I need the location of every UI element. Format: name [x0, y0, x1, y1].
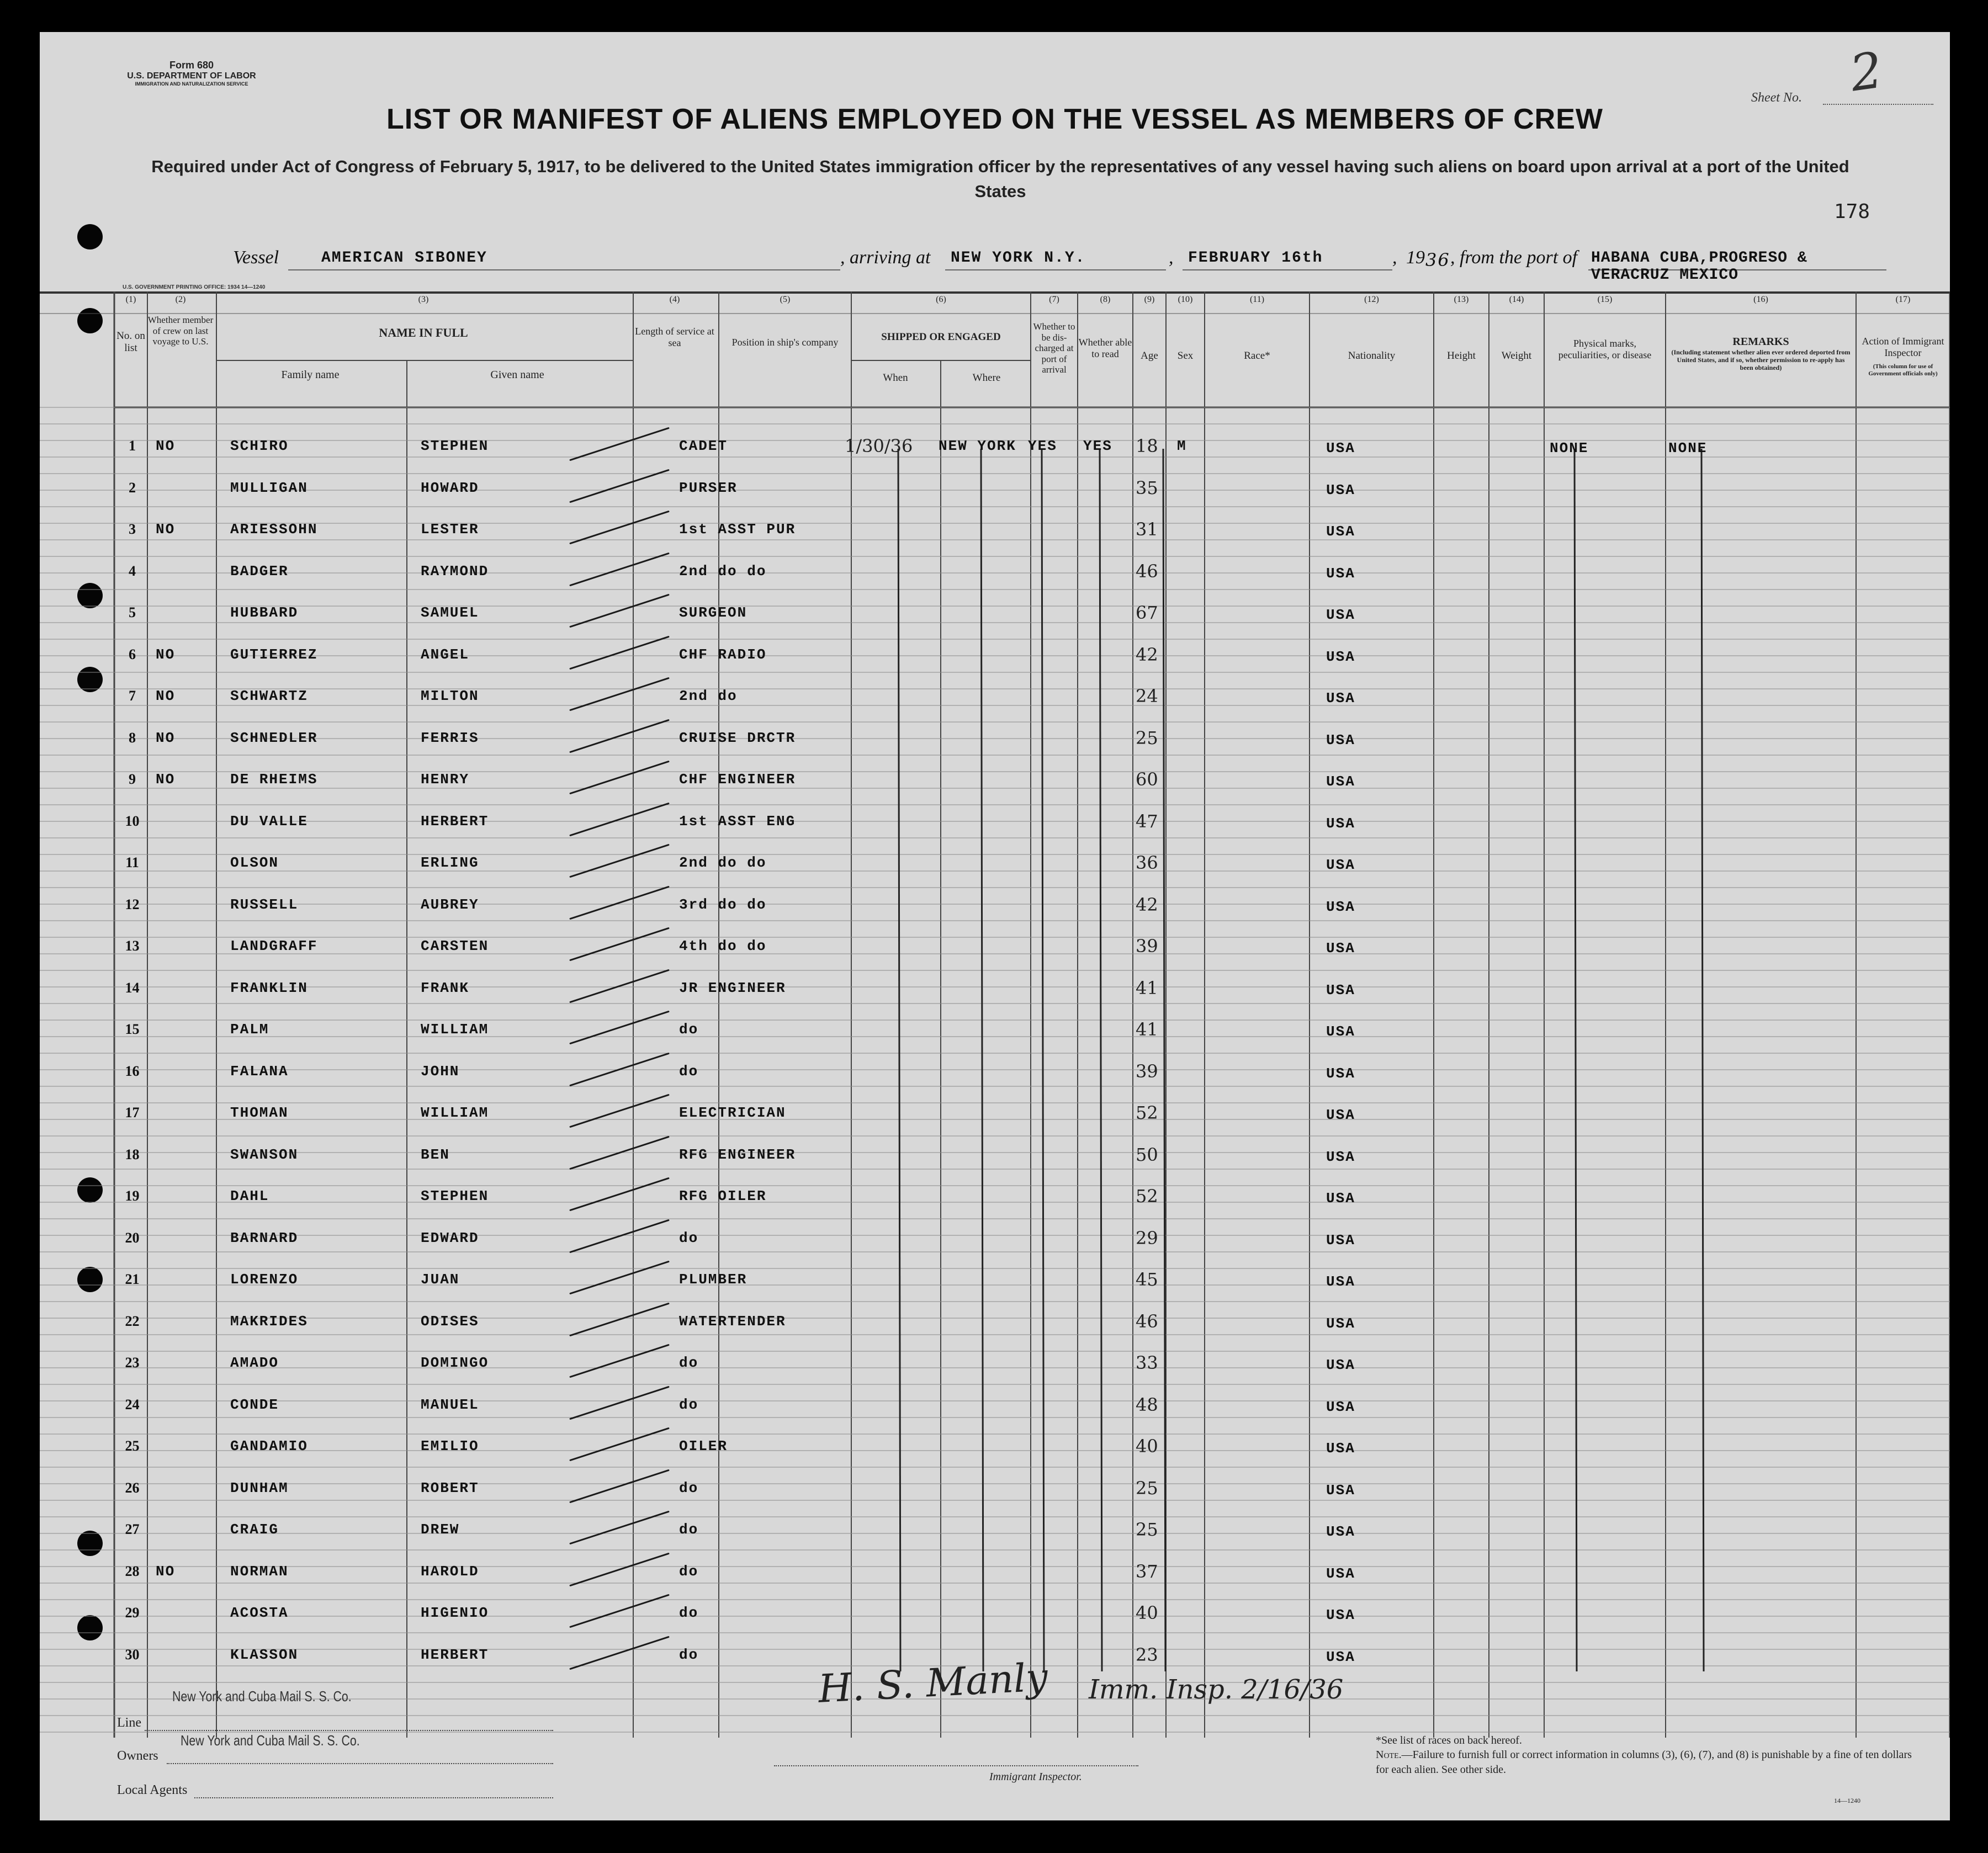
row-number: 1	[129, 438, 136, 454]
position-cell: do	[679, 1563, 699, 1580]
last-voyage-cell: NO	[156, 688, 176, 704]
arrival-year: 36	[1425, 249, 1450, 270]
family-name-cell: SCHNEDLER	[230, 729, 318, 746]
given-name-cell: FERRIS	[421, 729, 479, 746]
family-name-cell: THOMAN	[230, 1105, 289, 1121]
row-number: 4	[129, 562, 136, 579]
family-name-cell: HUBBARD	[230, 604, 299, 621]
row-number: 5	[129, 604, 136, 620]
col-number-8: (8)	[1100, 295, 1111, 304]
position-cell: do	[679, 1355, 699, 1371]
age-cell: 52	[1136, 1186, 1158, 1207]
header-shipped-engaged: SHIPPED OR ENGAGED	[881, 331, 1001, 343]
position-cell: 3rd do do	[679, 896, 767, 913]
departure-port: HABANA CUBA,PROGRESO & VERACRUZ MEXICO	[1591, 249, 1807, 284]
family-name-cell: GANDAMIO	[230, 1438, 308, 1454]
row-number: 7	[129, 688, 136, 704]
row-number: 28	[125, 1563, 140, 1579]
position-cell: 2nd do do	[679, 562, 767, 580]
given-name-cell: RAYMOND	[421, 562, 489, 580]
col-number-10: (10)	[1178, 295, 1193, 304]
family-name-cell: DAHL	[230, 1188, 269, 1204]
header-when: When	[883, 372, 908, 384]
age-cell: 31	[1136, 519, 1158, 540]
col-number-14: (14)	[1509, 295, 1524, 304]
col-number-15: (15)	[1597, 295, 1613, 304]
nationality-cell: USA	[1326, 815, 1355, 832]
where-cell: NEW YORK	[939, 438, 1016, 454]
last-voyage-cell: NO	[156, 1563, 176, 1580]
position-cell: RFG OILER	[679, 1188, 767, 1204]
nationality-cell: USA	[1326, 565, 1355, 582]
nationality-cell: USA	[1326, 1648, 1355, 1665]
given-name-cell: EMILIO	[421, 1438, 479, 1454]
position-cell: do	[679, 1229, 699, 1246]
nationality-cell: USA	[1326, 1231, 1355, 1249]
age-cell: 25	[1136, 727, 1158, 748]
given-name-cell: HERBERT	[421, 1646, 489, 1663]
inspector-line	[774, 1765, 1138, 1766]
age-cell: 48	[1136, 1394, 1158, 1415]
nationality-cell: USA	[1326, 648, 1355, 665]
given-name-cell: MANUEL	[421, 1396, 479, 1413]
header-physical-marks: Physical marks, peculiarities, or disease	[1558, 338, 1652, 360]
header-inspector-action: Action of Immigrant Inspector	[1862, 336, 1944, 358]
signature-note: Imm. Insp. 2/16/36	[1089, 1674, 1344, 1705]
row-number: 3	[129, 521, 136, 537]
header-remarks: REMARKS	[1732, 336, 1789, 348]
position-cell: PLUMBER	[679, 1271, 748, 1288]
nationality-cell: USA	[1326, 1398, 1355, 1415]
position-cell: do	[679, 1605, 699, 1621]
family-name-cell: BARNARD	[230, 1229, 299, 1246]
family-name-cell: CONDE	[230, 1396, 279, 1413]
family-name-cell: MULLIGAN	[230, 479, 308, 496]
agents-label: Local Agents	[117, 1783, 188, 1797]
position-cell: OILER	[679, 1438, 728, 1454]
row-number: 19	[125, 1188, 140, 1204]
age-cell: 40	[1136, 1602, 1158, 1623]
row-number: 22	[125, 1313, 140, 1329]
family-name-cell: FALANA	[230, 1063, 289, 1080]
nationality-cell: USA	[1326, 981, 1355, 999]
given-name-cell: CARSTEN	[421, 938, 489, 954]
row-number: 29	[125, 1605, 140, 1621]
inspector-signature: H. S. Manly	[817, 1654, 1049, 1712]
punch-hole	[77, 224, 103, 249]
nationality-cell: USA	[1326, 607, 1355, 623]
given-name-cell: JUAN	[421, 1271, 460, 1288]
row-number: 18	[125, 1146, 140, 1162]
given-name-cell: ANGEL	[421, 646, 470, 663]
row-number: 6	[129, 646, 136, 662]
position-cell: 1st ASST ENG	[679, 813, 796, 830]
sex-cell: M	[1177, 438, 1187, 454]
age-cell: 52	[1136, 1102, 1158, 1123]
position-cell: JR ENGINEER	[679, 979, 786, 996]
family-name-cell: PALM	[230, 1021, 269, 1038]
page-subtitle: Required under Act of Congress of February 5, 1917, to be delivered to the United States immigration officer by the representatives of any vessel having such aliens on board upon arrival at a port of the United States	[151, 157, 1849, 201]
header-position: Position in ship's company	[731, 337, 839, 348]
family-name-cell: LANDGRAFF	[230, 938, 318, 954]
family-name-cell: SWANSON	[230, 1146, 299, 1163]
family-name-cell: DU VALLE	[230, 813, 308, 830]
position-cell: CHF RADIO	[679, 646, 767, 663]
last-voyage-cell: NO	[156, 438, 176, 454]
age-cell: 60	[1136, 769, 1158, 790]
gpo-imprint: U.S. GOVERNMENT PRINTING OFFICE: 1934 14—1240	[123, 284, 266, 290]
nationality-cell: USA	[1326, 731, 1355, 748]
last-voyage-cell: NO	[156, 729, 176, 746]
nationality-cell: USA	[1326, 1357, 1355, 1373]
row-number: 11	[125, 854, 139, 870]
col-number-3: (3)	[418, 295, 429, 304]
row-number: 25	[125, 1438, 140, 1454]
position-cell: SURGEON	[679, 604, 748, 621]
position-cell: do	[679, 1021, 699, 1038]
given-name-cell: AUBREY	[421, 896, 479, 913]
col-number-11: (11)	[1249, 295, 1265, 304]
row-number: 13	[125, 938, 140, 954]
col-number-4: (4)	[669, 295, 680, 304]
row-number: 10	[125, 813, 140, 829]
header-discharged: Whether to be dis-charged at port of arrival	[1033, 321, 1075, 375]
nationality-cell: USA	[1326, 1190, 1355, 1207]
given-name-cell: WILLIAM	[421, 1021, 489, 1038]
age-cell: 23	[1136, 1644, 1158, 1665]
arrival-date: FEBRUARY 16th	[1188, 249, 1323, 267]
row-number: 30	[125, 1646, 140, 1663]
vessel-name: AMERICAN SIBONEY	[321, 249, 487, 267]
family-name-cell: RUSSELL	[230, 896, 299, 913]
header-inspector-note: (This column for use of Government officials only)	[1868, 363, 1938, 377]
position-cell: ELECTRICIAN	[679, 1105, 786, 1121]
age-cell: 41	[1136, 1019, 1158, 1040]
row-number: 21	[125, 1271, 140, 1287]
able-to-read-cell: YES	[1083, 438, 1112, 454]
discharged-cell: YES	[1028, 438, 1057, 454]
header-weight: Weight	[1501, 350, 1532, 362]
row-number: 2	[129, 479, 136, 496]
row-number: 8	[129, 729, 136, 746]
form-number: Form 680	[169, 60, 214, 71]
arriving-label: , arriving at	[840, 247, 931, 268]
position-cell: do	[679, 1521, 699, 1538]
family-name-cell: LORENZO	[230, 1271, 299, 1288]
given-name-cell: DOMINGO	[421, 1355, 489, 1371]
given-name-cell: HAROLD	[421, 1563, 479, 1580]
age-cell: 24	[1136, 686, 1158, 707]
given-name-cell: HERBERT	[421, 813, 489, 830]
given-name-cell: ERLING	[421, 854, 479, 871]
nationality-cell: USA	[1326, 690, 1355, 707]
header-name-in-full: NAME IN FULL	[379, 326, 468, 339]
header-nationality: Nationality	[1348, 350, 1396, 362]
row-number: 16	[125, 1063, 140, 1079]
position-cell: CRUISE DRCTR	[679, 729, 796, 746]
nationality-cell: USA	[1326, 440, 1355, 456]
nationality-cell: USA	[1326, 1148, 1355, 1165]
race-note: *See list of races on back hereof.	[1376, 1734, 1522, 1746]
family-name-cell: CRAIG	[230, 1521, 279, 1538]
position-cell: do	[679, 1479, 699, 1496]
form-code: 14—1240	[1834, 1797, 1860, 1804]
given-name-cell: SAMUEL	[421, 604, 479, 621]
header-race: Race*	[1244, 350, 1270, 362]
row-number: 20	[125, 1229, 140, 1246]
position-cell: 4th do do	[679, 938, 767, 954]
col-number-13: (13)	[1454, 295, 1469, 304]
nationality-cell: USA	[1326, 1523, 1355, 1540]
vessel-row: Vessel AMERICAN SIBONEY , arriving at NEW YORK N.Y. , FEBRUARY 16th , 19 36 , from the port of HABANA CUBA,PROGRESO & VERACRUZ MEXICO	[233, 247, 1889, 275]
inspector-label: Immigrant Inspector.	[989, 1771, 1082, 1783]
row-number: 26	[125, 1479, 140, 1496]
crew-table	[40, 291, 1950, 1738]
note-label: Note.	[1376, 1749, 1402, 1761]
age-cell: 45	[1136, 1269, 1158, 1290]
col-number-6: (6)	[936, 295, 946, 304]
col-number-1: (1)	[125, 295, 136, 304]
stamp-number: 178	[1834, 200, 1870, 223]
nationality-cell: USA	[1326, 481, 1355, 498]
col-number-9: (9)	[1144, 295, 1155, 304]
nationality-cell: USA	[1326, 1607, 1355, 1623]
row-number: 24	[125, 1396, 140, 1413]
header-age: Age	[1141, 350, 1158, 362]
nationality-cell: USA	[1326, 1273, 1355, 1290]
row-number: 17	[125, 1105, 140, 1121]
penalty-note	[1376, 1748, 1917, 1777]
family-name-cell: FRANKLIN	[230, 979, 308, 996]
note-text: —Failure to furnish full or correct information in columns (3), (6), (7), and (8) is punishable by a fine of ten dollars for each alien. See other side.	[1376, 1749, 1912, 1776]
age-cell: 50	[1136, 1144, 1158, 1165]
remarks-cell: NONE	[1668, 440, 1708, 456]
family-name-cell: GUTIERREZ	[230, 646, 318, 663]
age-cell: 46	[1136, 560, 1158, 582]
family-name-cell: ACOSTA	[230, 1605, 289, 1621]
last-voyage-cell: NO	[156, 521, 176, 538]
nationality-cell: USA	[1326, 773, 1355, 790]
age-cell: 36	[1136, 852, 1158, 873]
family-name-cell: SCHIRO	[230, 438, 289, 454]
header-given-name: Given name	[490, 369, 544, 381]
col-number-12: (12)	[1364, 295, 1379, 304]
col-number-17: (17)	[1895, 295, 1911, 304]
age-cell: 41	[1136, 977, 1158, 999]
given-name-cell: DREW	[421, 1521, 460, 1538]
position-cell: CADET	[679, 438, 728, 454]
col-number-2: (2)	[175, 295, 186, 304]
physical-marks-cell: NONE	[1550, 440, 1589, 456]
table-grid	[40, 291, 1950, 1738]
age-cell: 46	[1136, 1310, 1158, 1332]
year-prefix: 19	[1406, 247, 1425, 268]
position-cell: do	[679, 1646, 699, 1663]
position-cell: 1st ASST PUR	[679, 521, 796, 538]
position-cell: PURSER	[679, 479, 738, 496]
nationality-cell: USA	[1326, 1440, 1355, 1457]
given-name-cell: STEPHEN	[421, 1188, 489, 1204]
header-sex: Sex	[1177, 350, 1194, 362]
age-cell: 25	[1136, 1477, 1158, 1499]
last-voyage-cell: NO	[156, 646, 176, 663]
given-name-cell: FRANK	[421, 979, 470, 996]
nationality-cell: USA	[1326, 1482, 1355, 1499]
line-line	[145, 1730, 553, 1731]
service: IMMIGRATION AND NATURALIZATION SERVICE	[135, 81, 248, 87]
given-name-cell: ROBERT	[421, 1479, 479, 1496]
nationality-cell: USA	[1326, 1315, 1355, 1332]
header-able-to-read: Whether able to read	[1078, 337, 1132, 359]
age-cell: 47	[1136, 810, 1158, 832]
arrival-port: NEW YORK N.Y.	[951, 249, 1086, 267]
owners-stamp: New York and Cuba Mail S. S. Co.	[181, 1732, 360, 1749]
owners-label: Owners	[117, 1749, 158, 1763]
col-number-5: (5)	[780, 295, 791, 304]
nationality-cell: USA	[1326, 523, 1355, 540]
family-name-cell: NORMAN	[230, 1563, 289, 1580]
position-cell: do	[679, 1396, 699, 1413]
family-name-cell: BADGER	[230, 562, 289, 580]
row-number: 27	[125, 1521, 140, 1537]
given-name-cell: MILTON	[421, 688, 479, 704]
row-number: 15	[125, 1021, 140, 1037]
position-cell: 2nd do	[679, 688, 738, 704]
age-cell: 40	[1136, 1436, 1158, 1457]
nationality-cell: USA	[1326, 1065, 1355, 1082]
header-length-of-service: Length of service at sea	[635, 326, 714, 348]
from-label: , from the port of	[1450, 247, 1578, 268]
nationality-cell: USA	[1326, 1565, 1355, 1582]
family-name-cell: KLASSON	[230, 1646, 299, 1663]
col-number-16: (16)	[1753, 295, 1768, 304]
header-where: Where	[972, 372, 1001, 384]
manifest-sheet	[40, 32, 1950, 1820]
form-identifier	[100, 60, 283, 87]
row-number: 23	[125, 1355, 140, 1371]
position-cell: CHF ENGINEER	[679, 771, 796, 788]
header-family-name: Family name	[281, 369, 340, 381]
position-cell: 2nd do do	[679, 854, 767, 871]
vessel-label: Vessel	[233, 247, 279, 268]
given-name-cell: EDWARD	[421, 1229, 479, 1246]
position-cell: WATERTENDER	[679, 1313, 786, 1330]
given-name-cell: WILLIAM	[421, 1105, 489, 1121]
given-name-cell: HIGENIO	[421, 1605, 489, 1621]
given-name-cell: STEPHEN	[421, 438, 489, 454]
col-number-7: (7)	[1049, 295, 1059, 304]
age-cell: 42	[1136, 644, 1158, 665]
line-stamp: New York and Cuba Mail S. S. Co.	[172, 1688, 352, 1705]
age-cell: 25	[1136, 1519, 1158, 1540]
row-number: 12	[125, 896, 140, 912]
age-cell: 67	[1136, 602, 1158, 623]
given-name-cell: HENRY	[421, 771, 470, 788]
given-name-cell: JOHN	[421, 1063, 460, 1080]
given-name-cell: HOWARD	[421, 479, 479, 496]
page-title: LIST OR MANIFEST OF ALIENS EMPLOYED ON THE VESSEL AS MEMBERS OF CREW	[386, 103, 1603, 135]
family-name-cell: DUNHAM	[230, 1479, 289, 1496]
owners-line	[167, 1763, 553, 1764]
last-voyage-cell: NO	[156, 771, 176, 788]
given-name-cell: BEN	[421, 1146, 450, 1163]
age-cell: 39	[1136, 936, 1158, 957]
nationality-cell: USA	[1326, 940, 1355, 957]
when-cell: 1/30/36	[845, 436, 913, 456]
given-name-cell: LESTER	[421, 521, 479, 538]
nationality-cell: USA	[1326, 1107, 1355, 1123]
header-height: Height	[1447, 350, 1476, 362]
family-name-cell: OLSON	[230, 854, 279, 871]
nationality-cell: USA	[1326, 857, 1355, 873]
family-name-cell: DE RHEIMS	[230, 771, 318, 788]
row-number: 9	[129, 771, 136, 787]
position-cell: RFG ENGINEER	[679, 1146, 796, 1163]
nationality-cell: USA	[1326, 898, 1355, 915]
age-cell: 39	[1136, 1060, 1158, 1082]
age-cell: 33	[1136, 1352, 1158, 1373]
age-cell: 42	[1136, 894, 1158, 915]
family-name-cell: AMADO	[230, 1355, 279, 1371]
family-name-cell: ARIESSOHN	[230, 521, 318, 538]
agents-line	[194, 1797, 553, 1798]
department: U.S. DEPARTMENT OF LABOR	[127, 71, 256, 81]
header-remarks-note: (Including statement whether alien ever ordered deported from United States, and if so, whether permission to re-apply has been obtained)	[1671, 348, 1851, 371]
nationality-cell: USA	[1326, 1023, 1355, 1040]
header-no-on-list: No. on list	[116, 330, 145, 354]
family-name-cell: MAKRIDES	[230, 1313, 308, 1330]
sheet-number-handwritten: 2	[1846, 41, 1886, 103]
row-number: 14	[125, 979, 140, 996]
age-cell: 35	[1136, 477, 1158, 498]
age-cell: 37	[1136, 1560, 1158, 1582]
age-cell: 29	[1136, 1227, 1158, 1249]
sheet-label: Sheet No.	[1751, 91, 1802, 105]
family-name-cell: SCHWARTZ	[230, 688, 308, 704]
age-cell: 18	[1136, 436, 1158, 456]
header-last-voyage: Whether member of crew on last voyage to U.S.	[147, 315, 214, 347]
given-name-cell: ODISES	[421, 1313, 479, 1330]
position-cell: do	[679, 1063, 699, 1080]
line-label: Line	[117, 1716, 141, 1730]
